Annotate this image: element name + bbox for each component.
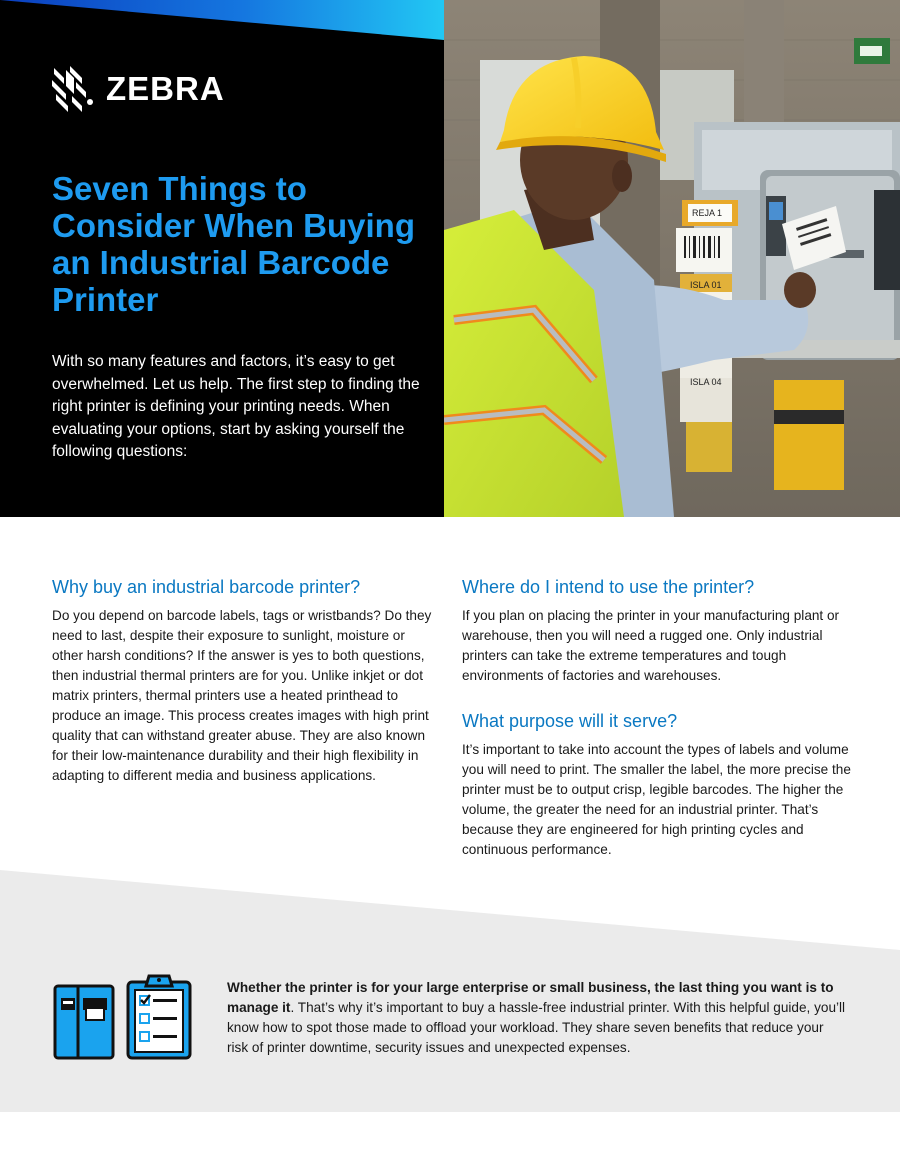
section-body-purpose: It’s important to take into account the types of labels and volume you will need to print. The smaller the label, the more precise the printer must be to output crisp, legible barcodes. The higher the volume, the greater the need for an industrial printer. That’s because they are engineered for high printing cycles and continuous performance. [462,742,851,857]
logo-wordmark: ZEBRA [106,70,225,107]
section-why-buy [52,576,432,786]
section-where-use [462,576,852,686]
hero-intro-text: With so many features and factors, it’s easy to get overwhelmed. Let us help. The first step to finding the right printer is defining your printing needs. When evaluating your options, start by asking yourself the following questions: [52,353,420,460]
hero-section [0,0,900,517]
footer-bold-lead: Whether the printer is for your large enterprise or small business, the last thing you want is to manage it [227,980,834,1015]
section-heading-why: Why buy an industrial barcode printer? [52,577,361,597]
photo-label-reja: REJA 1 [692,208,723,218]
section-heading-where: Where do I intend to use the printer? [462,577,755,597]
zebra-logo-icon [52,64,96,114]
hero-photo [444,0,900,517]
page-title: Seven Things to Consider When Buying an Industrial Barcode Printer [52,170,415,318]
section-body-where: If you plan on placing the printer in your manufacturing plant or warehouse, then you will need a rugged one. Only industrial printers can take the extreme temperatures and tough environments of factories and warehouses. [462,608,840,683]
brand-logo [52,64,225,114]
photo-label-isla-01: ISLA 01 [690,280,722,290]
checklist-clipboard-icon [126,974,192,1060]
hero-accent-bar [0,0,444,40]
section-heading-purpose: What purpose will it serve? [462,711,678,731]
section-body-why: Do you depend on barcode labels, tags or wristbands? Do they need to last, despite their exposure to sunlight, moisture or other harsh conditions? If the answer is yes to both questions, then industrial thermal printers are for you. Unlike inkjet or dot matrix printers, thermal printers use a heated printhead to produce an image. This process creates images with high print quality that can withstand greater abuse. They are also known for their low-maintenance durability and their high flexibility in adapting to different media and business applications. [52,608,432,783]
section-purpose [462,710,852,860]
printer-icon [53,984,115,1060]
footer-body: . That’s why it’s important to buy a hassle-free industrial printer. With this helpful guide, you’ll know how to spot those made to offload your workload. They share seven benefits that reduce your risk of printer downtime, security issues and unexpected expenses. [227,1000,846,1055]
footer-text [227,978,847,1058]
photo-label-isla-04: ISLA 04 [690,377,722,387]
